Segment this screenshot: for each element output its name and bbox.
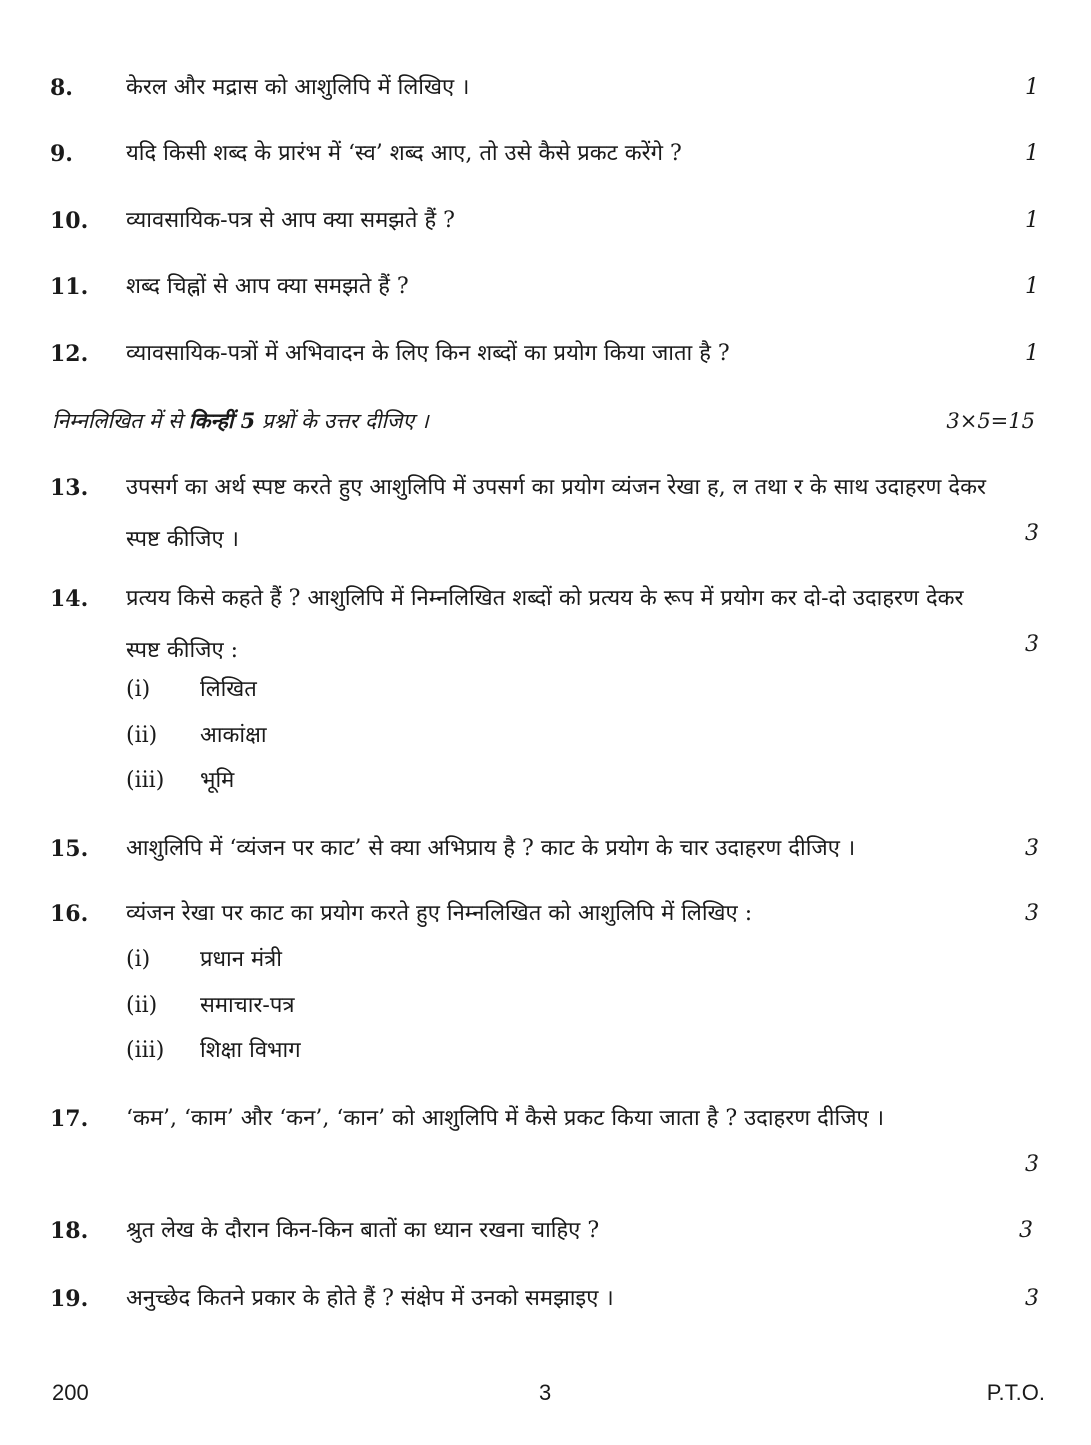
sub-item: [126, 675, 826, 705]
question-text: शब्द चिह्नों से आप क्या समझते हैं ?: [126, 274, 409, 299]
question-text: श्रुत लेख के दौरान किन-किन बातों का ध्यान रखना चाहिए ?: [126, 1218, 600, 1243]
question-number: 16.: [50, 901, 89, 927]
instruction-prefix: निम्नलिखित में से: [52, 409, 189, 433]
question-text: उपसर्ग का अर्थ स्पष्ट करते हुए आशुलिपि में उपसर्ग का प्रयोग व्यंजन रेखा ह, ल तथा र के साथ उदाहरण देकर स्पष्ट कीजिए ।: [126, 475, 987, 552]
sub-item-number: (ii): [126, 993, 158, 1018]
instruction-marks: 3×5=15: [946, 409, 1035, 433]
question-number: 12.: [50, 341, 89, 367]
question-marks: 3: [1019, 1218, 1033, 1243]
sub-item: [126, 721, 826, 751]
question-text: व्यावसायिक-पत्र से आप क्या समझते हैं ?: [126, 208, 455, 233]
instruction-suffix: प्रश्नों के उत्तर दीजिए ।: [255, 409, 429, 433]
sub-item-text: आकांक्षा: [200, 723, 267, 748]
question-text: व्यंजन रेखा पर काट का प्रयोग करते हुए निम्नलिखित को आशुलिपि में लिखिए :: [126, 901, 753, 926]
question-text: केरल और मद्रास को आशुलिपि में लिखिए ।: [126, 75, 470, 100]
question-number: 15.: [50, 836, 89, 862]
sub-item-text: समाचार-पत्र: [200, 993, 295, 1018]
question-number: 10.: [50, 208, 89, 234]
page-number: 3: [539, 1380, 552, 1405]
question-text: आशुलिपि में ‘व्यंजन पर काट’ से क्या अभिप्राय है ? काट के प्रयोग के चार उदाहरण दीजिए ।: [126, 836, 856, 861]
sub-item-text: शिक्षा विभाग: [200, 1038, 301, 1063]
sub-item: [126, 766, 826, 796]
sub-item-number: (iii): [126, 768, 165, 793]
sub-item: [126, 1036, 826, 1066]
question-marks: 1: [1025, 141, 1039, 166]
question-number: 14.: [50, 586, 89, 612]
please-turn-over: P.T.O.: [986, 1380, 1045, 1405]
paper-code: 200: [52, 1380, 89, 1405]
question-marks: 1: [1025, 75, 1039, 100]
question-text: ‘कम’, ‘काम’ और ‘कन’, ‘कान’ को आशुलिपि में कैसे प्रकट किया जाता है ? उदाहरण दीजिए ।: [126, 1106, 885, 1131]
sub-item-number: (i): [126, 677, 151, 702]
question-number: 19.: [50, 1286, 89, 1312]
question-marks: 3: [1025, 1286, 1039, 1311]
question-number: 18.: [50, 1218, 89, 1244]
question-marks: 1: [1025, 341, 1039, 366]
question-number: 17.: [50, 1106, 89, 1132]
question-marks: 3: [1025, 1152, 1039, 1177]
sub-item: [126, 945, 826, 975]
question-marks: 3: [1025, 632, 1039, 657]
question-number: 8.: [50, 75, 73, 101]
question-text: अनुच्छेद कितने प्रकार के होते हैं ? संक्षेप में उनको समझाइए ।: [126, 1286, 614, 1311]
sub-item-number: (i): [126, 947, 151, 972]
question-marks: 3: [1025, 901, 1039, 926]
question-marks: 3: [1025, 836, 1039, 861]
question-text: प्रत्यय किसे कहते हैं ? आशुलिपि में निम्नलिखित शब्दों को प्रत्यय के रूप में प्रयोग कर दो-दो उदाहरण देकर स्पष्ट कीजिए :: [126, 586, 964, 663]
sub-item-text: भूमि: [200, 768, 235, 793]
question-number: 9.: [50, 141, 73, 167]
question-text: यदि किसी शब्द के प्रारंभ में ‘स्व’ शब्द आए, तो उसे कैसे प्रकट करेंगे ?: [126, 141, 682, 166]
instruction-text: [52, 406, 952, 436]
question-number: 13.: [50, 475, 89, 501]
question-text: व्यावसायिक-पत्रों में अभिवादन के लिए किन शब्दों का प्रयोग किया जाता है ?: [126, 341, 730, 366]
question-marks: 1: [1025, 208, 1039, 233]
instruction-bold: किन्हीं 5: [188, 408, 256, 433]
sub-item: [126, 991, 826, 1021]
question-marks: 1: [1025, 274, 1039, 299]
question-marks: 3: [1025, 521, 1039, 546]
sub-item-text: प्रधान मंत्री: [200, 947, 282, 972]
question-number: 11.: [50, 274, 89, 300]
sub-item-text: लिखित: [200, 677, 257, 702]
sub-item-number: (iii): [126, 1038, 165, 1063]
sub-item-number: (ii): [126, 723, 158, 748]
